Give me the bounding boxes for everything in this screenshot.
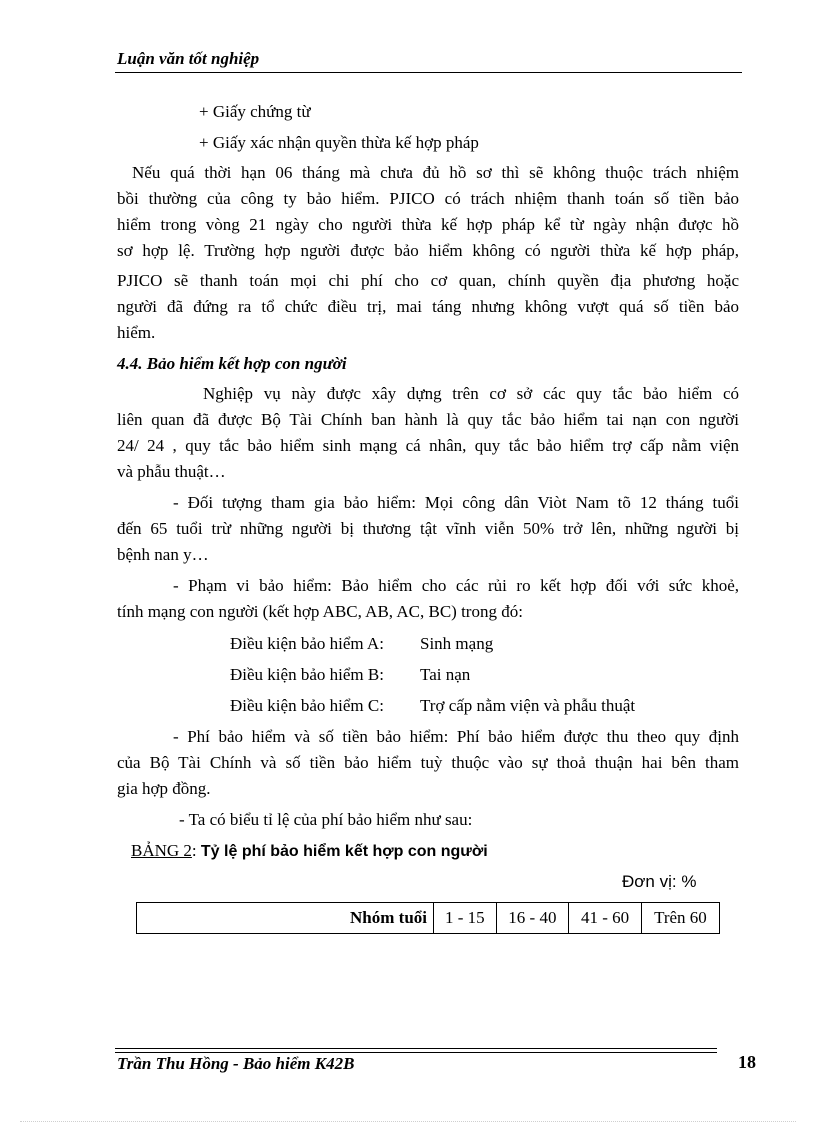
page-number: 18 <box>738 1052 756 1072</box>
table-caption <box>131 841 488 861</box>
footer-author: Trần Thu Hồng - Bảo hiểm K42B <box>117 1054 355 1073</box>
body-line: liên quan đã được Bộ Tài Chính ban hành là quy tắc bảo hiểm tai nạn con người <box>117 410 739 429</box>
body-line: - Ta có biểu tỉ lệ của phí bảo hiểm như sau: <box>179 810 473 829</box>
table-header-cell: 16 - 40 <box>496 903 569 934</box>
body-line: tính mạng con người (kết hợp ABC, AB, AC, BC) trong đó: <box>117 602 523 621</box>
body-line: bồi thường của công ty bảo hiểm. PJICO có trách nhiệm thanh toán số tiền bảo <box>117 189 739 208</box>
footer-rule <box>115 1052 717 1053</box>
premium-rate-table <box>136 902 720 934</box>
table-unit: Đơn vị: % <box>622 872 697 891</box>
footer-rule <box>115 1048 717 1049</box>
body-line: + Giấy xác nhận quyền thừa kế hợp pháp <box>199 133 479 152</box>
body-line: và phẫu thuật… <box>117 462 226 481</box>
table-header-cell: Trên 60 <box>641 903 719 934</box>
table-caption-label: BẢNG 2 <box>131 841 192 860</box>
body-line: - Phạm vi bảo hiểm: Bảo hiểm cho các rủi ro kết hợp đối với sức khoẻ, <box>173 576 739 595</box>
condition-label: Điều kiện bảo hiểm C: <box>230 696 384 715</box>
body-line: người đã đứng ra tổ chức điều trị, mai táng nhưng không vượt quá số tiền bảo <box>117 297 739 316</box>
body-line: hiểm. <box>117 323 156 342</box>
body-line: gia hợp đồng. <box>117 779 211 798</box>
table-header-cell: Nhóm tuổi <box>137 903 434 934</box>
table-header-cell: 41 - 60 <box>569 903 642 934</box>
body-line: Nếu quá thời hạn 06 tháng mà chưa đủ hồ sơ thì sẽ không thuộc trách nhiệm <box>132 163 739 182</box>
table-caption-title: Tỷ lệ phí bảo hiểm kết hợp con người <box>200 843 488 860</box>
table-caption-separator: : <box>191 841 197 860</box>
body-line: hiểm trong vòng 21 ngày cho người thừa kế hợp pháp kể từ ngày nhận được hồ <box>117 215 739 234</box>
body-line: Nghiệp vụ này được xây dựng trên cơ sở các quy tắc bảo hiểm có <box>203 384 739 403</box>
table-header-row <box>137 903 720 934</box>
body-line: - Phí bảo hiểm và số tiền bảo hiểm: Phí bảo hiểm được thu theo quy định <box>173 727 739 746</box>
header-rule <box>115 72 742 73</box>
body-line: - Đối tượng tham gia bảo hiểm: Mọi công dân Viòt Nam tõ 12 tháng tuổi <box>173 493 739 512</box>
body-line: đến 65 tuổi trừ những người bị thương tật vĩnh viễn 50% trở lên, những người bị <box>117 519 739 538</box>
body-line: của Bộ Tài Chính và số tiền bảo hiểm tuỳ thuộc vào sự thoả thuận hai bên tham <box>117 753 739 772</box>
body-line: sơ hợp lệ. Trường hợp người được bảo hiểm không có người thừa kế hợp pháp, <box>117 241 739 260</box>
running-header: Luận văn tốt nghiệp <box>117 49 260 68</box>
table-header-cell: 1 - 15 <box>434 903 497 934</box>
section-title: 4.4. Bảo hiểm kết hợp con người <box>117 354 347 373</box>
body-line: 24/ 24 , quy tắc bảo hiểm sinh mạng cá nhân, quy tắc bảo hiểm trợ cấp nằm viện <box>117 436 739 455</box>
body-line: + Giấy chứng từ <box>199 102 311 121</box>
body-line: bệnh nan y… <box>117 545 209 564</box>
page-bottom-border <box>20 1121 796 1122</box>
condition-label: Điều kiện bảo hiểm B: <box>230 665 384 684</box>
condition-label: Điều kiện bảo hiểm A: <box>230 634 384 653</box>
body-line: PJICO sẽ thanh toán mọi chi phí cho cơ quan, chính quyền địa phương hoặc <box>117 271 739 290</box>
condition-value: Trợ cấp nằm viện và phẫu thuật <box>420 696 636 715</box>
condition-value: Sinh mạng <box>420 634 494 653</box>
condition-value: Tai nạn <box>420 665 471 684</box>
